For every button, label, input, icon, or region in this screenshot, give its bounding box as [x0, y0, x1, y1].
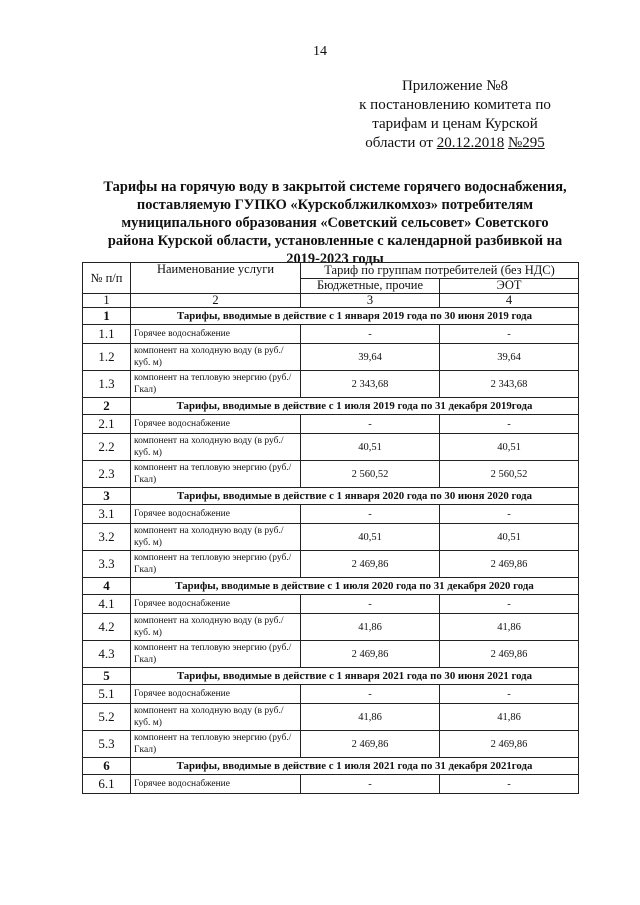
- row-eot-value: 2 469,86: [440, 641, 579, 668]
- section-row: [83, 668, 579, 685]
- table-row: [83, 344, 579, 371]
- header-num: № п/п: [83, 263, 131, 294]
- row-service: Горячее водоснабжение: [131, 595, 301, 614]
- document-title: Тарифы на горячую воду в закрытой системе горячего водоснабжения, поставляемую ГУПКО «Курскоблжилкомхоз» потребителям муниципального образования «Советский сельсовет» Советского района Курской области, установленные с календарной разбивкой на 2019-2023 годы: [103, 179, 567, 267]
- section-row: [83, 488, 579, 505]
- row-number: 3.2: [83, 524, 131, 551]
- row-eot-value: 2 343,68: [440, 371, 579, 398]
- row-eot-value: 40,51: [440, 524, 579, 551]
- row-service: компонент на тепловую энергию (руб./Гкал): [131, 731, 301, 758]
- row-service: компонент на тепловую энергию (руб./Гкал): [131, 641, 301, 668]
- colnum-1: 1: [83, 294, 131, 308]
- row-service: Горячее водоснабжение: [131, 775, 301, 794]
- header-tariff-group: Тариф по группам потребителей (без НДС): [301, 263, 579, 279]
- row-budget-value: 2 469,86: [301, 731, 440, 758]
- section-number: 1: [83, 308, 131, 325]
- row-eot-value: 41,86: [440, 704, 579, 731]
- section-row: [83, 578, 579, 595]
- appendix-line-2: к постановлению комитета по: [359, 97, 551, 113]
- column-numbers-row: [83, 294, 579, 308]
- table-row: [83, 685, 579, 704]
- appendix-line-1: Приложение №8: [401, 78, 509, 94]
- row-eot-value: -: [440, 505, 579, 524]
- header-service: Наименование услуги: [131, 263, 301, 294]
- table-row: [83, 595, 579, 614]
- table-row: [83, 704, 579, 731]
- row-service: компонент на холодную воду (в руб./куб. м): [131, 704, 301, 731]
- row-service: компонент на холодную воду (в руб./куб. м): [131, 614, 301, 641]
- row-service: Горячее водоснабжение: [131, 325, 301, 344]
- table-row: [83, 505, 579, 524]
- row-budget-value: -: [301, 505, 440, 524]
- row-number: 4.3: [83, 641, 131, 668]
- row-number: 4.2: [83, 614, 131, 641]
- row-service: компонент на тепловую энергию (руб./Гкал): [131, 371, 301, 398]
- row-eot-value: -: [440, 415, 579, 434]
- row-number: 4.1: [83, 595, 131, 614]
- row-eot-value: 41,86: [440, 614, 579, 641]
- section-title: Тарифы, вводимые в действие с 1 января 2021 года по 30 июня 2021 года: [131, 668, 579, 685]
- row-eot-value: 2 469,86: [440, 551, 579, 578]
- table-row: [83, 325, 579, 344]
- row-number: 2.2: [83, 434, 131, 461]
- row-budget-value: -: [301, 325, 440, 344]
- table-row: [83, 434, 579, 461]
- colnum-4: 4: [440, 294, 579, 308]
- row-eot-value: -: [440, 595, 579, 614]
- tariff-table: [82, 262, 579, 794]
- section-title: Тарифы, вводимые в действие с 1 июля 2020 года по 31 декабря 2020 года: [131, 578, 579, 595]
- row-service: Горячее водоснабжение: [131, 415, 301, 434]
- row-eot-value: 40,51: [440, 434, 579, 461]
- section-title: Тарифы, вводимые в действие с 1 июля 2021 года по 31 декабря 2021года: [131, 758, 579, 775]
- header-eot: ЭОТ: [440, 278, 579, 294]
- row-budget-value: 41,86: [301, 704, 440, 731]
- row-budget-value: -: [301, 685, 440, 704]
- colnum-2: 2: [131, 294, 301, 308]
- row-budget-value: 2 469,86: [301, 641, 440, 668]
- row-number: 5.1: [83, 685, 131, 704]
- row-number: 5.3: [83, 731, 131, 758]
- row-eot-value: -: [440, 325, 579, 344]
- row-budget-value: 40,51: [301, 434, 440, 461]
- row-number: 2.1: [83, 415, 131, 434]
- row-eot-value: 39,64: [440, 344, 579, 371]
- section-row: [83, 398, 579, 415]
- appendix-header: [330, 77, 580, 153]
- table-row: [83, 461, 579, 488]
- row-eot-value: -: [440, 775, 579, 794]
- row-service: Горячее водоснабжение: [131, 685, 301, 704]
- row-number: 3.1: [83, 505, 131, 524]
- row-number: 6.1: [83, 775, 131, 794]
- section-title: Тарифы, вводимые в действие с 1 июля 2019 года по 31 декабря 2019года: [131, 398, 579, 415]
- header-budget: Бюджетные, прочие: [301, 278, 440, 294]
- row-budget-value: 2 469,86: [301, 551, 440, 578]
- table-row: [83, 371, 579, 398]
- row-service: компонент на холодную воду (в руб./куб. м): [131, 434, 301, 461]
- section-row: [83, 308, 579, 325]
- row-eot-value: -: [440, 685, 579, 704]
- row-service: компонент на тепловую энергию (руб./Гкал): [131, 461, 301, 488]
- appendix-date: 20.12.2018: [436, 135, 505, 151]
- page-number: 14: [313, 44, 327, 59]
- row-service: компонент на холодную воду (в руб./куб. м): [131, 524, 301, 551]
- row-budget-value: 2 343,68: [301, 371, 440, 398]
- row-number: 5.2: [83, 704, 131, 731]
- row-service: Горячее водоснабжение: [131, 505, 301, 524]
- table-row: [83, 551, 579, 578]
- row-number: 1.2: [83, 344, 131, 371]
- row-number: 2.3: [83, 461, 131, 488]
- section-number: 6: [83, 758, 131, 775]
- section-title: Тарифы, вводимые в действие с 1 января 2019 года по 30 июня 2019 года: [131, 308, 579, 325]
- row-number: 1.3: [83, 371, 131, 398]
- appendix-prefix: области от: [365, 135, 437, 151]
- row-budget-value: 41,86: [301, 614, 440, 641]
- row-service: компонент на тепловую энергию (руб./Гкал): [131, 551, 301, 578]
- table-row: [83, 775, 579, 794]
- table-header-row: [83, 263, 579, 279]
- table-row: [83, 614, 579, 641]
- section-number: 4: [83, 578, 131, 595]
- section-number: 2: [83, 398, 131, 415]
- appendix-number: №295: [507, 135, 545, 151]
- table-row: [83, 524, 579, 551]
- table-row: [83, 731, 579, 758]
- row-budget-value: -: [301, 415, 440, 434]
- section-title: Тарифы, вводимые в действие с 1 января 2020 года по 30 июня 2020 года: [131, 488, 579, 505]
- row-eot-value: 2 469,86: [440, 731, 579, 758]
- section-number: 5: [83, 668, 131, 685]
- section-number: 3: [83, 488, 131, 505]
- row-budget-value: -: [301, 775, 440, 794]
- appendix-line-4: [330, 134, 580, 153]
- row-budget-value: 40,51: [301, 524, 440, 551]
- table-row: [83, 415, 579, 434]
- table-row: [83, 641, 579, 668]
- row-budget-value: 2 560,52: [301, 461, 440, 488]
- row-number: 3.3: [83, 551, 131, 578]
- row-number: 1.1: [83, 325, 131, 344]
- row-service: компонент на холодную воду (в руб./куб. м): [131, 344, 301, 371]
- appendix-line-3: тарифам и ценам Курской: [372, 116, 538, 132]
- colnum-3: 3: [301, 294, 440, 308]
- row-budget-value: 39,64: [301, 344, 440, 371]
- section-row: [83, 758, 579, 775]
- row-eot-value: 2 560,52: [440, 461, 579, 488]
- row-budget-value: -: [301, 595, 440, 614]
